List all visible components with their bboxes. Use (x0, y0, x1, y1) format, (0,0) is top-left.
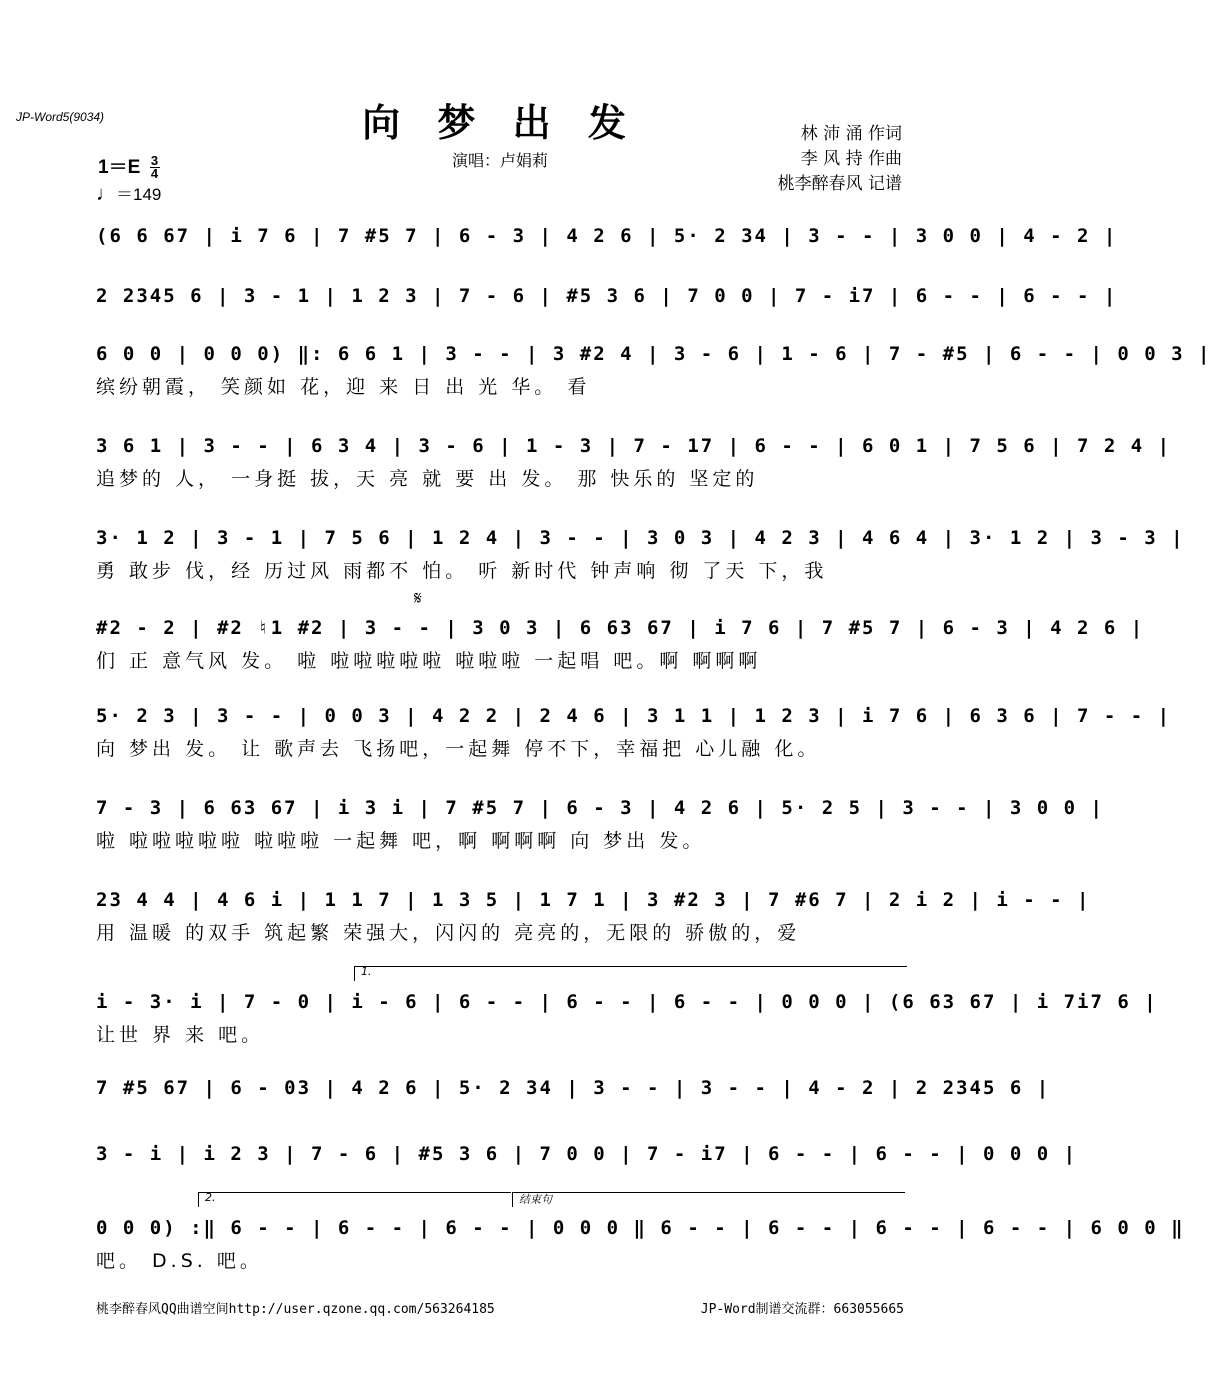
score-line-11: 7 #5 67 | 6 - 03 | 4 2 6 | 5· 2 34 | 3 - - | 3 - - | 4 - 2 | 2 2345 6 | (96, 1077, 1051, 1099)
composer-credit: 李 风 持 作曲 (800, 149, 902, 169)
volta-2-bracket (198, 1192, 511, 1207)
key-label: 1＝E (98, 157, 141, 178)
score-line-6: #2 - 2 | #2 ♮1 #2 | 3 - - | 3 0 3 | 6 63 67 | i 7 6 | 7 #5 7 | 6 - 3 | 4 2 6 | (96, 617, 1145, 639)
key-signature (98, 152, 160, 180)
score-line-10: i - 3· i | 7 - 0 | i - 6 | 6 - - | 6 - - | 6 - - | 0 0 0 | (6 63 67 | i 7i7 6 | (96, 991, 1158, 1013)
ending-label: 结束句 (519, 1193, 552, 1206)
footer-link[interactable]: 桃李醉春风QQ曲谱空间http://user.qzone.qq.com/563264185 (96, 1302, 495, 1317)
score-line-7: 5· 2 3 | 3 - - | 0 0 3 | 4 2 2 | 2 4 6 | 3 1 1 | 1 2 3 | i 7 6 | 6 3 6 | 7 - - | (96, 705, 1172, 727)
lyrics-line-4: 追梦的 人， 一身挺 拔，天 亮 就 要 出 发。 那 快乐的 坚定的 (96, 468, 759, 490)
score-line-4: 3 6 1 | 3 - - | 6 3 4 | 3 - 6 | 1 - 3 | 7 - 17 | 6 - - | 6 0 1 | 7 5 6 | 7 2 4 | (96, 435, 1172, 457)
lyrics-line-5: 勇 敢步 伐，经 历过风 雨都不 怕。 听 新时代 钟声响 彻 了天 下，我 (96, 560, 828, 582)
score-line-9: 23 4 4 | 4 6 i | 1 1 7 | 1 3 5 | 1 7 1 | 3 #2 3 | 7 #6 7 | 2 i 2 | i - - | (96, 889, 1091, 911)
lyrics-line-3: 缤纷朝霞， 笑颜如 花，迎 来 日 出 光 华。 看 (96, 376, 591, 398)
transcriber-credit: 桃李醉春风 记谱 (777, 174, 902, 194)
lyrics-line-13: 吧。 D.S. 吧。 (96, 1250, 263, 1272)
score-line-5: 3· 1 2 | 3 - 1 | 7 5 6 | 1 2 4 | 3 - - | 3 0 3 | 4 2 3 | 4 6 4 | 3· 1 2 | 3 - 3 | (96, 527, 1185, 549)
score-line-2: 2 2345 6 | 3 - 1 | 1 2 3 | 7 - 6 | #5 3 6 | 7 0 0 | 7 - i7 | 6 - - | 6 - - | (96, 285, 1118, 307)
volta-1-label: 1. (361, 965, 372, 978)
volta-2-label: 2. (205, 1191, 216, 1204)
score-line-1: (6 6 67 | i 7 6 | 7 #5 7 | 6 - 3 | 4 2 6 | 5· 2 34 | 3 - - | 3 0 0 | 4 - 2 | (96, 225, 1118, 247)
lyricist-credit: 林 沛 涌 作词 (800, 124, 902, 144)
ending-bracket (512, 1192, 905, 1207)
tempo-marking (96, 180, 161, 206)
song-title: 向 梦 出 发 (362, 101, 638, 145)
credits-block (778, 122, 902, 197)
score-line-8: 7 - 3 | 6 63 67 | i 3 i | 7 #5 7 | 6 - 3 | 4 2 6 | 5· 2 5 | 3 - - | 3 0 0 | (96, 797, 1104, 819)
lyrics-line-8: 啦 啦啦啦啦啦 啦啦啦 一起舞 吧，啊 啊啊啊 向 梦出 发。 (96, 830, 706, 852)
volta-1-bracket (354, 966, 907, 981)
time-signature (150, 155, 160, 180)
lyrics-line-9: 用 温暖 的双手 筑起繁 荣强大，闪闪的 亮亮的，无限的 骄傲的，爱 (96, 922, 801, 944)
singer-credit: 演唱：卢娟莉 (451, 151, 548, 170)
lyrics-line-10: 让世 界 来 吧。 (96, 1024, 265, 1046)
tempo-value: ＝149 (116, 185, 162, 204)
generator-label: JP-Word5(9034) (16, 110, 105, 124)
score-line-13: 0 0 0) :‖ 6 - - | 6 - - | 6 - - | 0 0 0 ‖ 6 - - | 6 - - | 6 - - | 6 - - | 6 0 0 ‖ (96, 1217, 1185, 1239)
score-line-3: 6 0 0 | 0 0 0) ‖: 6 6 1 | 3 - - | 3 #2 4 | 3 - 6 | 1 - 6 | 7 - #5 | 6 - - | 0 0 3 | (96, 343, 1211, 365)
lyrics-line-6: 们 正 意气风 发。 啦 啦啦啦啦啦 啦啦啦 一起唱 吧。啊 啊啊啊 (96, 650, 762, 672)
time-bottom: 4 (150, 166, 159, 182)
quarter-note-icon: ♩ (96, 183, 116, 205)
lyrics-line-7: 向 梦出 发。 让 歌声去 飞扬吧，一起舞 停不下，幸福把 心儿融 化。 (96, 738, 821, 760)
footer-group-info: JP-Word制谱交流群：663055665 (700, 1302, 904, 1317)
score-line-12: 3 - i | i 2 3 | 7 - 6 | #5 3 6 | 7 0 0 | 7 - i7 | 6 - - | 6 - - | 0 0 0 | (96, 1143, 1078, 1165)
segno-icon: 𝄋 (414, 588, 422, 609)
time-top: 3 (150, 153, 159, 169)
